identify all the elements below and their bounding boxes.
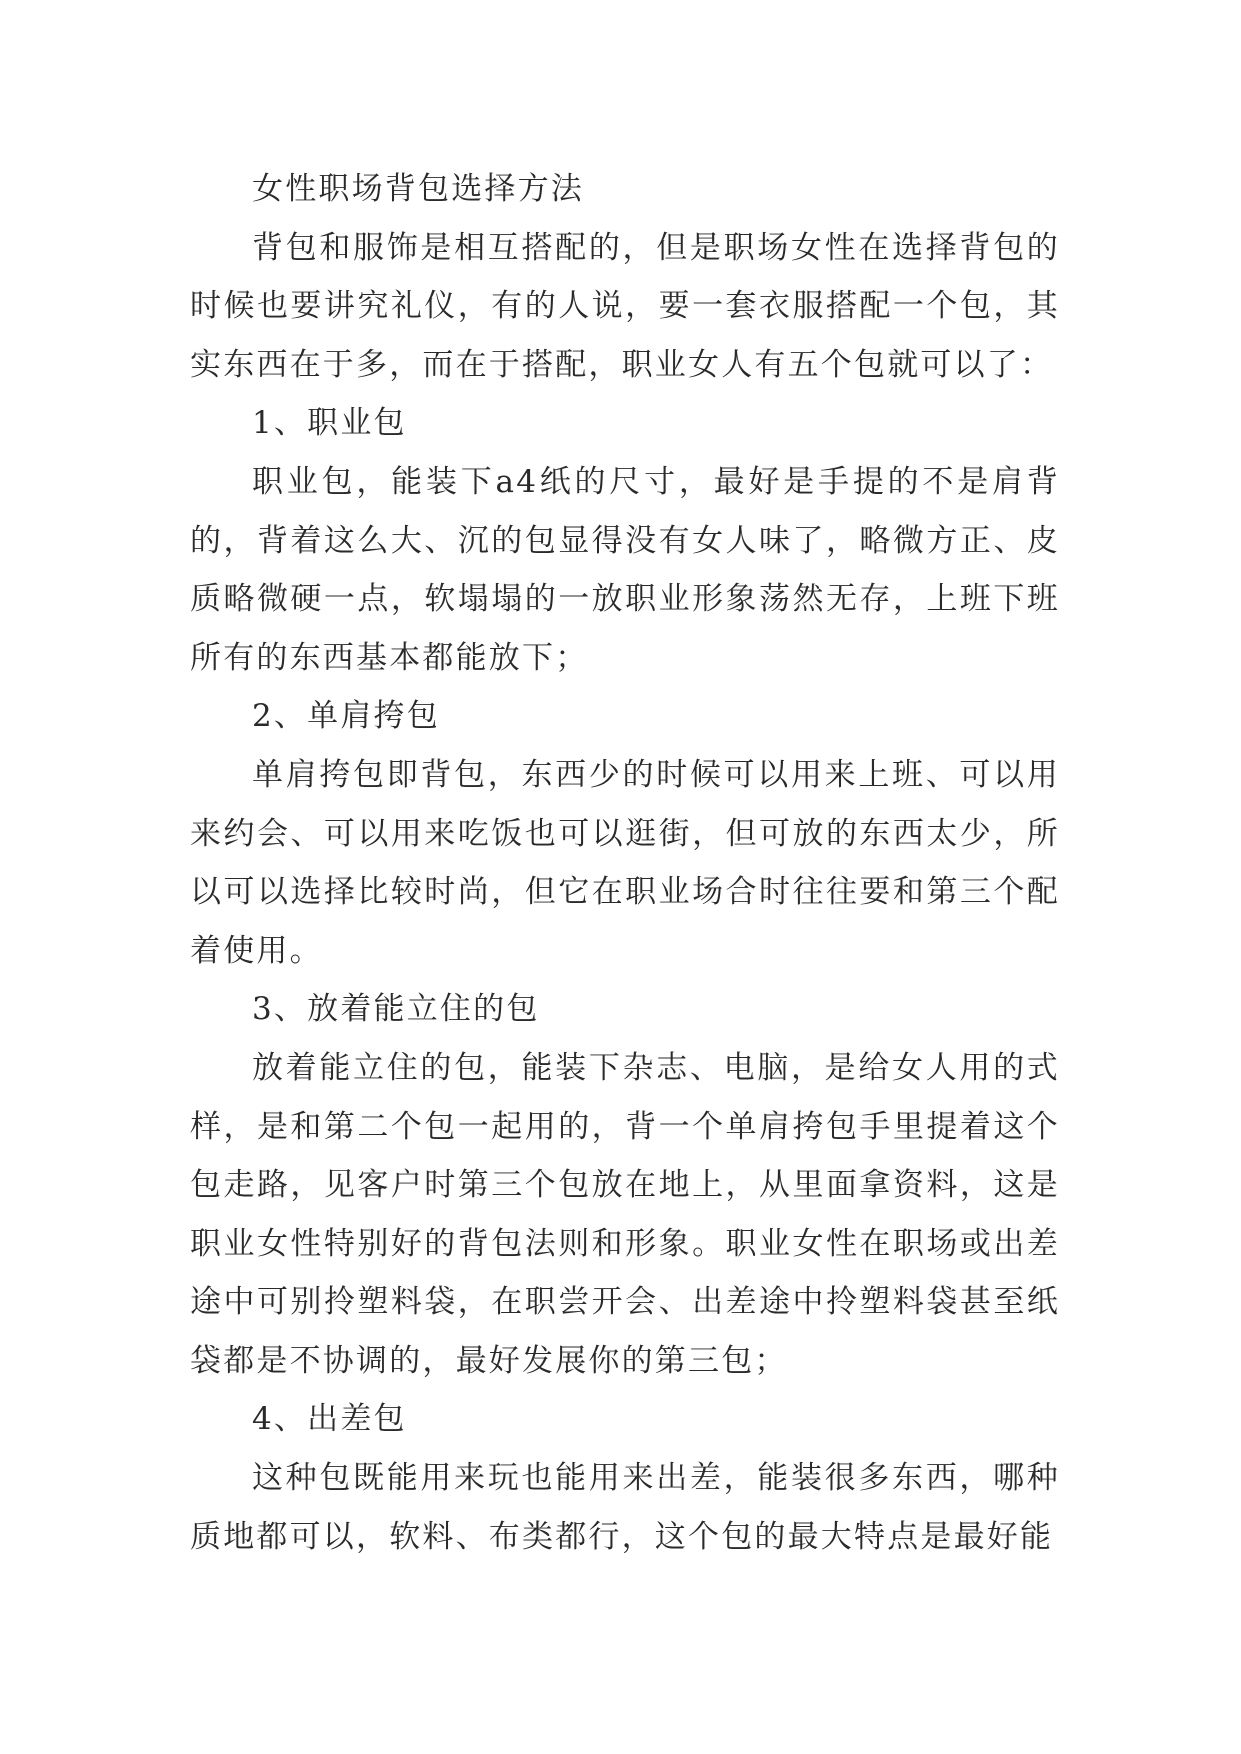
section-paragraph-4: 这种包既能用来玩也能用来出差，能装很多东西，哪种质地都可以，软料、布类都行，这个包的最大特点是最好能 bbox=[190, 1460, 1060, 1555]
section-paragraph-2: 单肩挎包即背包，东西少的时候可以用来上班、可以用来约会、可以用来吃饭也可以逛街，但可放的东西太少，所以可以选择比较时尚，但它在职业场合时往往要和第三个配着使用。 bbox=[190, 756, 1060, 969]
document-body bbox=[190, 160, 1060, 1566]
section-heading-3: 3、放着能立住的包 bbox=[252, 991, 540, 1028]
section-heading-2: 2、单肩挎包 bbox=[252, 698, 440, 735]
section-heading-4: 4、出差包 bbox=[252, 1401, 407, 1438]
section-paragraph-3: 放着能立住的包，能装下杂志、电脑，是给女人用的式样，是和第二个包一起用的，背一个单肩挎包手里提着这个包走路，见客户时第三个包放在地上，从里面拿资料，这是职业女性特别好的背包法则和形象。职业女性在职场或出差途中可别拎塑料袋，在职尝开会、出差途中拎塑料袋甚至纸袋都是不协调的，最好发展你的第三包； bbox=[190, 1049, 1060, 1379]
section-paragraph-1: 职业包，能装下a4纸的尺寸，最好是手提的不是肩背的，背着这么大、沉的包显得没有女人味了，略微方正、皮质略微硬一点，软塌塌的一放职业形象荡然无存，上班下班所有的东西基本都能放下； bbox=[190, 463, 1060, 676]
section-heading-1: 1、职业包 bbox=[252, 405, 407, 442]
intro-paragraph: 背包和服饰是相互搭配的，但是职场女性在选择背包的时候也要讲究礼仪，有的人说，要一套衣服搭配一个包，其实东西在于多，而在于搭配，职业女人有五个包就可以了： bbox=[190, 229, 1060, 383]
document-title: 女性职场背包选择方法 bbox=[252, 171, 584, 207]
